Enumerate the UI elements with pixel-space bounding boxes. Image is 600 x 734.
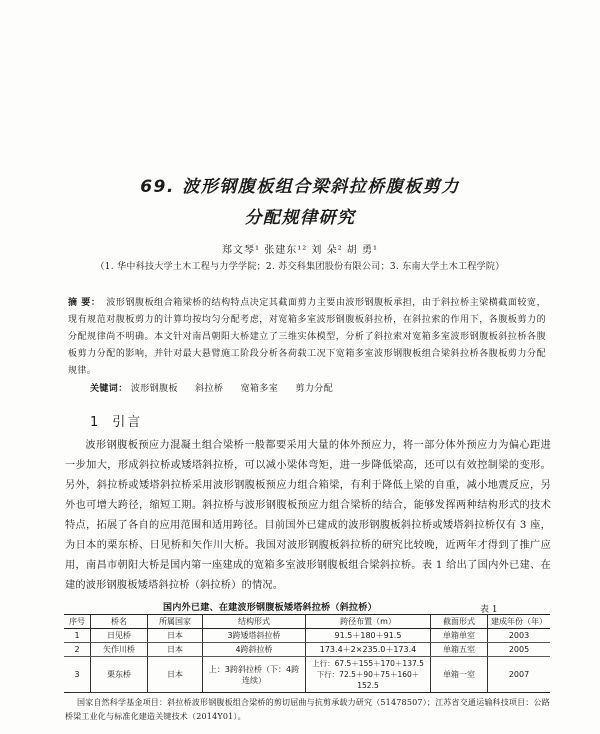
table-cell: 2005 bbox=[488, 643, 551, 657]
body-paragraph: 波形钢腹板预应力混凝土组合梁桥一般都要采用大量的体外预应力，将一部分体外预应力为偏心距进一步加大，形成斜拉桥或矮塔斜拉桥，可以减小梁体弯矩，进一步降低梁高，还可以有效控制梁的变形。另外，斜拉桥或矮塔斜拉桥采用波形钢腹板预应力组合箱梁，有利于降低上梁的自重，减小地震反应，另外也可增大跨径，缩短工期。斜拉桥与波形钢腹板预应力组合梁桥的结合，能够发挥两种结构形式的技术特点，拓展了各自的应用范围和适用跨径。目前国外已建成的波形钢腹板斜拉桥或矮塔斜拉桥仅有 3 座，为日本的栗东桥、日见桥和矢作川大桥。我国对波形钢腹板斜拉桥的研究比较晚，近两年才得到了推广应用，南昌市朝阳大桥是国内第一座建成的宽箱多室波形钢腹板组合梁斜拉桥。表 1 给出了国内外已建、在建的波形钢腹板矮塔斜拉桥（斜拉桥）的情况。 bbox=[65, 440, 551, 591]
table-row bbox=[64, 657, 550, 693]
table-row bbox=[64, 643, 550, 657]
table-cell: 2003 bbox=[488, 629, 551, 643]
keyword: 波形钢腹板 bbox=[130, 384, 178, 394]
table-cell: 单箱一室 bbox=[431, 657, 488, 693]
section-heading bbox=[90, 411, 142, 430]
table-cell: 日本 bbox=[148, 629, 203, 643]
paper-title-line-2: 分配规律研究 bbox=[244, 208, 356, 228]
body-text bbox=[65, 436, 551, 596]
table-cell: 173.4＋2×235.0＋173.4 bbox=[306, 643, 431, 657]
keyword: 剪力分配 bbox=[295, 384, 334, 394]
table-cell: 日本 bbox=[148, 657, 203, 693]
footnote-rule bbox=[70, 692, 200, 693]
table-cell: 单箱五室 bbox=[431, 643, 488, 657]
section-title: 引言 bbox=[112, 415, 143, 430]
table-cell: 4跨斜拉桥 bbox=[203, 643, 306, 657]
abstract-text: 波形钢腹板组合箱梁桥的结构特点决定其截面剪力主要由波形钢腹板承担，由于斜拉桥主梁横截面较宽，现有规范对腹板剪力的计算均按均匀分配考虑，对宽箱多室波形钢腹板斜拉桥，在斜拉索的作用下，各腹板剪力的分配规律尚不明确。本文针对南昌朝阳大桥建立了三维实体模型，分析了斜拉索对宽箱多室波形钢腹板斜拉桥各腹板剪力分配的影响，并针对最大悬臂施工阶段分析各荷载工况下宽箱多室波形钢腹板组合梁斜拉桥各腹板剪力分配规律。 bbox=[68, 298, 546, 376]
bridge-table bbox=[64, 614, 550, 693]
table-label: 表 1 bbox=[480, 605, 498, 615]
table-header-row bbox=[64, 615, 550, 629]
abstract-label: 摘 要： bbox=[68, 298, 101, 308]
table-header: 桥名 bbox=[91, 615, 148, 629]
table-caption: 国内外已建、在建波形钢腹板矮塔斜拉桥（斜拉桥） bbox=[163, 603, 377, 613]
table-cell: 上行：67.5＋155＋170＋137.5 下行：72.5＋90＋75＋160＋152.5 bbox=[306, 657, 431, 693]
table-cell: 2007 bbox=[488, 657, 551, 693]
table-cell: 栗东桥 bbox=[91, 657, 148, 693]
keyword: 斜拉桥 bbox=[195, 384, 224, 394]
table-cell: 日本 bbox=[148, 643, 203, 657]
table-cell: 1 bbox=[64, 629, 91, 643]
table-cell: 91.5＋180＋91.5 bbox=[306, 629, 431, 643]
section-number: 1 bbox=[90, 415, 101, 430]
table-cell: 日见桥 bbox=[91, 629, 148, 643]
table-cell: 3跨矮塔斜拉桥 bbox=[203, 629, 306, 643]
table-header: 建成年份（年） bbox=[488, 615, 551, 629]
table-header: 跨径布置（m） bbox=[306, 615, 431, 629]
author-list: 郑文琴¹ 张建东¹² 刘 朵² 胡 勇¹ bbox=[222, 245, 378, 256]
table-header: 序号 bbox=[64, 615, 91, 629]
table-cell: 矢作川桥 bbox=[91, 643, 148, 657]
table-cell: 2 bbox=[64, 643, 91, 657]
table-header: 结构形式 bbox=[203, 615, 306, 629]
paper-title-line-1: 69. 波形钢腹板组合梁斜拉桥腹板剪力 bbox=[140, 177, 460, 197]
keywords bbox=[90, 381, 550, 394]
abstract bbox=[68, 295, 546, 380]
affiliations: （1. 华中科技大学土木工程与力学学院；2. 苏交科集团股份有限公司；3. 东南大学土木工程学院） bbox=[95, 262, 505, 272]
table-row bbox=[64, 629, 550, 643]
table-header: 所属国家 bbox=[148, 615, 203, 629]
table-header: 截面形式 bbox=[431, 615, 488, 629]
keyword: 宽箱多室 bbox=[240, 384, 279, 394]
footnote: 国家自然科学基金项目：斜拉桥波形钢腹板组合梁桥的剪切屈曲与抗剪承载力研究（51478507）；江苏省交通运输科技项目：公路桥梁工业化与标准化建造关键技术（2014Y01）。 bbox=[65, 698, 550, 721]
table-cell: 上：3跨斜拉桥（下：4跨连续） bbox=[203, 657, 306, 693]
table-cell: 单箱单室 bbox=[431, 629, 488, 643]
keywords-label: 关键词： bbox=[90, 384, 128, 394]
table-cell: 3 bbox=[64, 657, 91, 693]
